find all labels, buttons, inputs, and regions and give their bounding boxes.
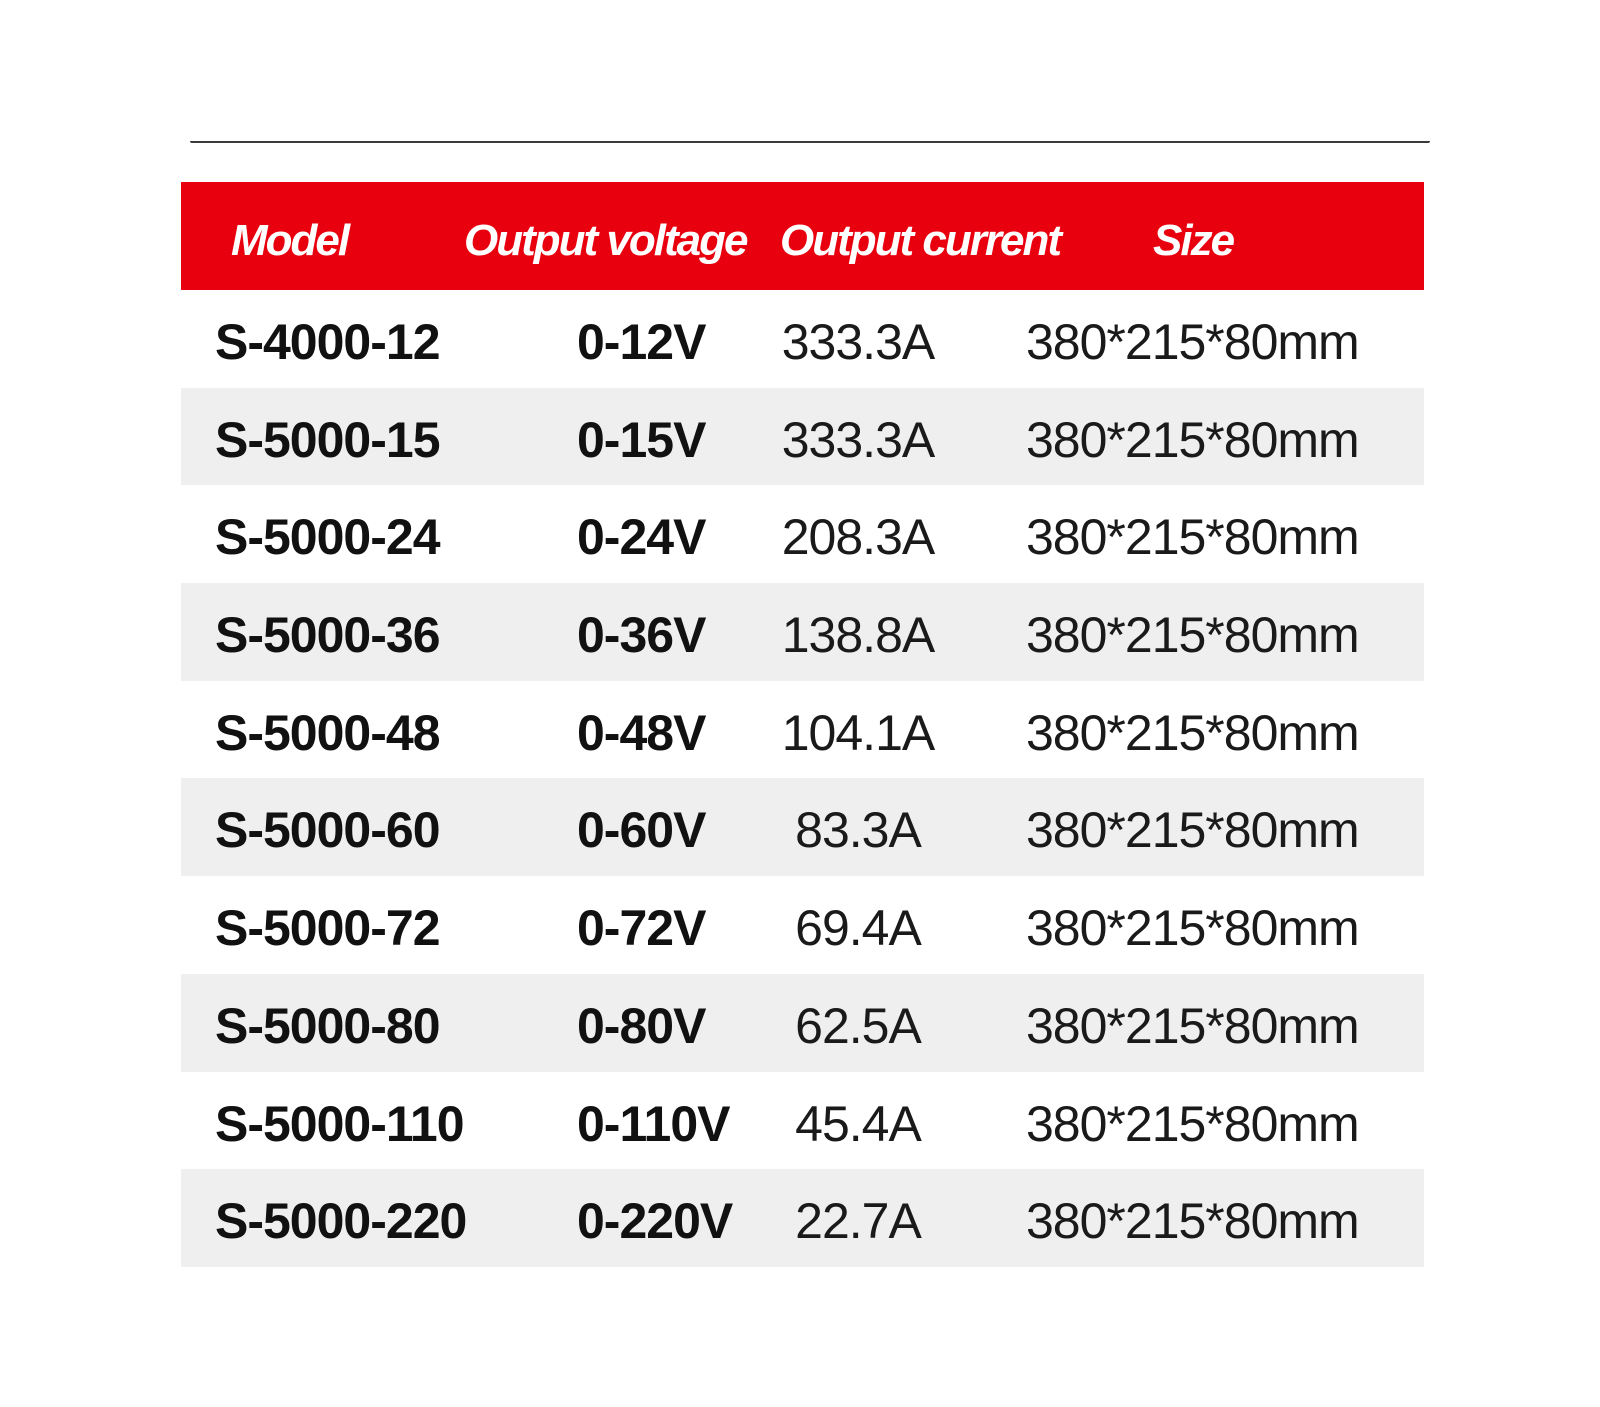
cell-size: 380*215*80mm (1026, 607, 1359, 664)
table-header-row (181, 182, 1424, 290)
cell-current: 69.4A (795, 900, 921, 957)
cell-current: 22.7A (795, 1193, 921, 1250)
cell-size: 380*215*80mm (1026, 900, 1359, 957)
cell-model: S-5000-36 (215, 607, 440, 664)
table-row (181, 974, 1424, 1072)
cell-voltage: 0-15V (577, 411, 706, 468)
cell-voltage: 0-48V (577, 704, 706, 761)
header-model: Model (231, 216, 349, 265)
cell-current: 333.3A (781, 411, 935, 468)
cell-model: S-5000-110 (215, 1095, 464, 1152)
table-row (181, 583, 1424, 681)
cell-model: S-5000-15 (215, 411, 440, 468)
cell-current: 333.3A (781, 314, 935, 370)
header-output-current: Output current (780, 216, 1060, 265)
cell-current: 208.3A (781, 509, 935, 566)
cell-size: 380*215*80mm (1026, 411, 1359, 468)
table-row (181, 485, 1424, 583)
cell-voltage: 0-60V (577, 802, 706, 859)
header-size: Size (1153, 216, 1234, 265)
top-divider-line (190, 141, 1430, 143)
cell-voltage: 0-110V (577, 1095, 730, 1152)
cell-size: 380*215*80mm (1026, 509, 1359, 566)
cell-size: 380*215*80mm (1026, 1095, 1359, 1152)
cell-voltage: 0-72V (577, 900, 706, 957)
cell-voltage: 0-24V (577, 509, 706, 566)
table-row (181, 388, 1424, 486)
table-row (181, 876, 1424, 974)
cell-voltage: 0-220V (577, 1193, 733, 1250)
cell-size: 380*215*80mm (1026, 997, 1359, 1054)
cell-size: 380*215*80mm (1026, 314, 1359, 370)
table-row (181, 290, 1424, 388)
cell-current: 104.1A (781, 704, 935, 761)
cell-size: 380*215*80mm (1026, 1193, 1359, 1250)
cell-model: S-5000-72 (215, 900, 440, 957)
table-row (181, 681, 1424, 779)
cell-voltage: 0-12V (577, 314, 706, 370)
table-row (181, 1072, 1424, 1170)
cell-current: 45.4A (795, 1095, 921, 1152)
cell-size: 380*215*80mm (1026, 802, 1359, 859)
cell-current: 138.8A (781, 607, 935, 664)
cell-model: S-5000-48 (215, 704, 440, 761)
table-row (181, 1169, 1424, 1267)
cell-model: S-5000-24 (215, 509, 440, 566)
cell-current: 62.5A (795, 997, 921, 1054)
cell-voltage: 0-80V (577, 997, 706, 1054)
cell-current: 83.3A (795, 802, 921, 859)
cell-voltage: 0-36V (577, 607, 706, 664)
cell-model: S-5000-80 (215, 997, 440, 1054)
cell-size: 380*215*80mm (1026, 704, 1359, 761)
spec-table (181, 182, 1424, 1267)
table-row (181, 778, 1424, 876)
header-output-voltage: Output voltage (464, 216, 747, 265)
cell-model: S-5000-220 (215, 1193, 467, 1250)
cell-model: S-5000-60 (215, 802, 440, 859)
cell-model: S-4000-12 (215, 314, 440, 370)
